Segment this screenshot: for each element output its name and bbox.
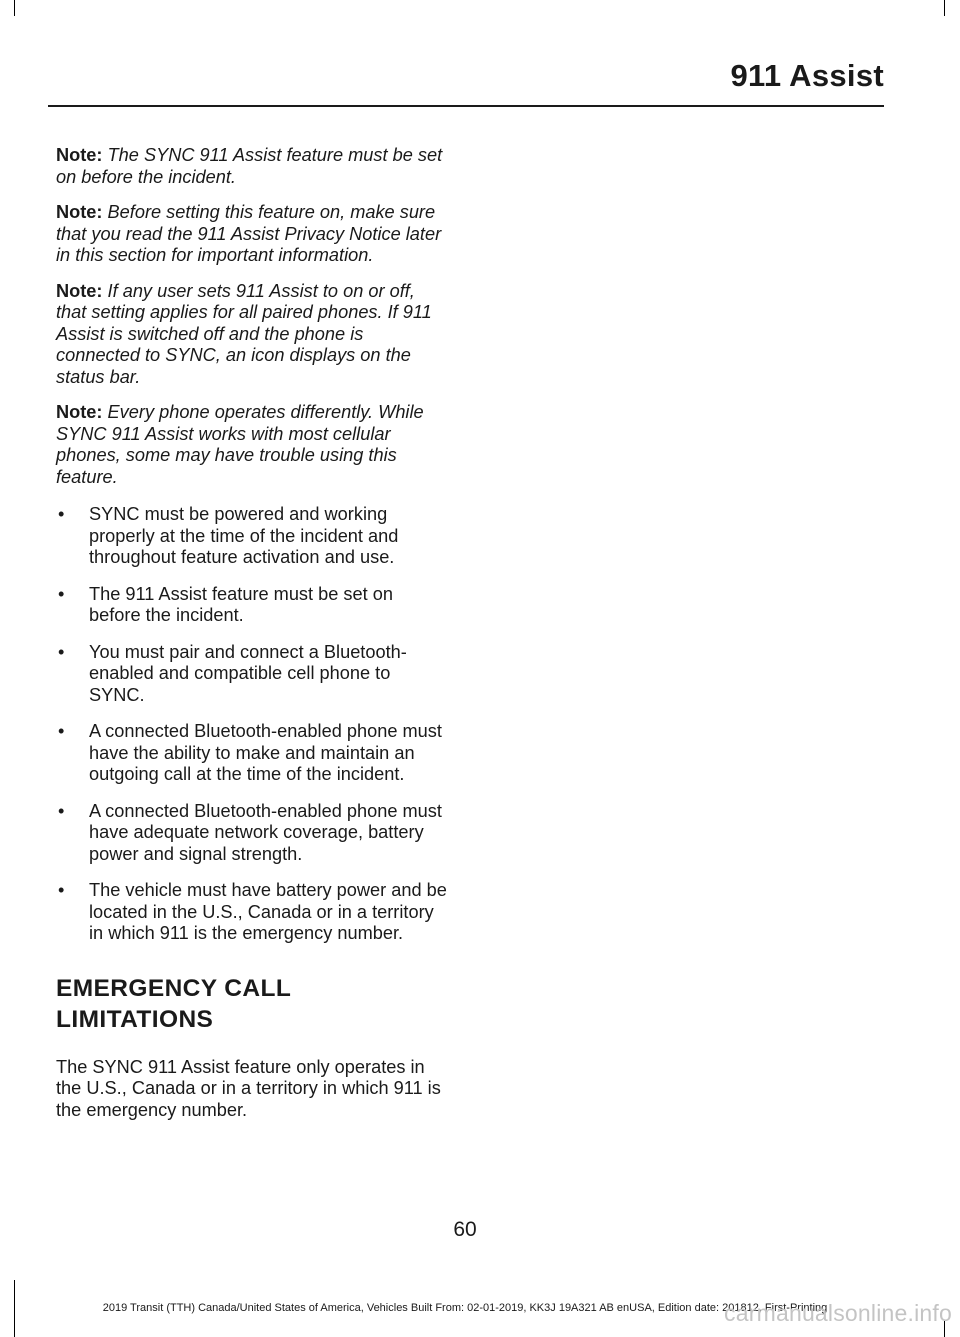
note-text: Before setting this feature on, make sure that you read the 911 Assist Privacy Notice later in this section for important information. (56, 202, 442, 265)
list-item-text: SYNC must be powered and working properly at the time of the incident and throughout feature activation and use. (89, 504, 399, 567)
section-heading-line-1: EMERGENCY CALL (56, 974, 292, 1002)
list-item (56, 880, 448, 945)
bullet-icon: • (58, 721, 65, 741)
list-item-text: The vehicle must have battery power and be located in the U.S., Canada or in a territory in which 911 is the emergency number. (89, 880, 447, 943)
note-1 (56, 145, 448, 188)
section-body: The SYNC 911 Assist feature only operates in the U.S., Canada or in a territory in which 911 is the emergency number. (56, 1056, 441, 1120)
bullet-icon: • (58, 880, 65, 900)
watermark: carmanualsonline.info (724, 1300, 952, 1326)
list-item (56, 721, 448, 786)
list-item-text: A connected Bluetooth-enabled phone must have the ability to make and maintain an outgoing call at the time of the incident. (89, 721, 442, 784)
note-label: Note: (56, 402, 103, 422)
bullet-icon: • (58, 504, 65, 524)
note-text: The SYNC 911 Assist feature must be set on before the incident. (56, 145, 443, 187)
note-3 (56, 281, 448, 389)
list-item-text: You must pair and connect a Bluetooth-enabled and compatible cell phone to SYNC. (89, 641, 407, 705)
page-header-title: 911 Assist (730, 58, 884, 93)
section-heading-line-2: LIMITATIONS (56, 1005, 214, 1033)
footer-text: 2019 Transit (TTH) Canada/United States of America, Vehicles Built From: 02-01-2019, KK3J 19A321 AB enUSA, Edition date: 201812, First-Printing (102, 1302, 828, 1314)
note-text: If any user sets 911 Assist to on or off, that setting applies for all paired phones. If 911 Assist is switched off and the phone is connected to SYNC, an icon displays on the status bar. (56, 280, 432, 387)
crop-mark-top-right-v (944, 0, 945, 16)
note-label: Note: (56, 202, 103, 222)
note-2 (56, 202, 448, 267)
list-item (56, 584, 448, 627)
page-number: 60 (453, 1218, 477, 1241)
header-divider (48, 105, 884, 107)
note-text: Every phone operates differently. While SYNC 911 Assist works with most cellular phones, some may have trouble using this feature. (56, 402, 424, 487)
list-item (56, 801, 448, 866)
section-heading (56, 973, 448, 1035)
bullet-icon: • (58, 583, 65, 604)
list-item (56, 642, 448, 707)
note-label: Note: (56, 280, 103, 301)
list-item-text: A connected Bluetooth-enabled phone must have adequate network coverage, battery power and signal strength. (89, 800, 442, 864)
bullet-icon: • (58, 641, 65, 662)
note-4 (56, 402, 448, 488)
requirements-list (56, 504, 448, 945)
crop-mark-top-left-v (14, 0, 15, 16)
note-label: Note: (56, 145, 103, 165)
main-content (56, 145, 448, 1121)
bullet-icon: • (58, 800, 65, 821)
list-item (56, 504, 448, 569)
list-item-text: The 911 Assist feature must be set on before the incident. (89, 583, 393, 625)
